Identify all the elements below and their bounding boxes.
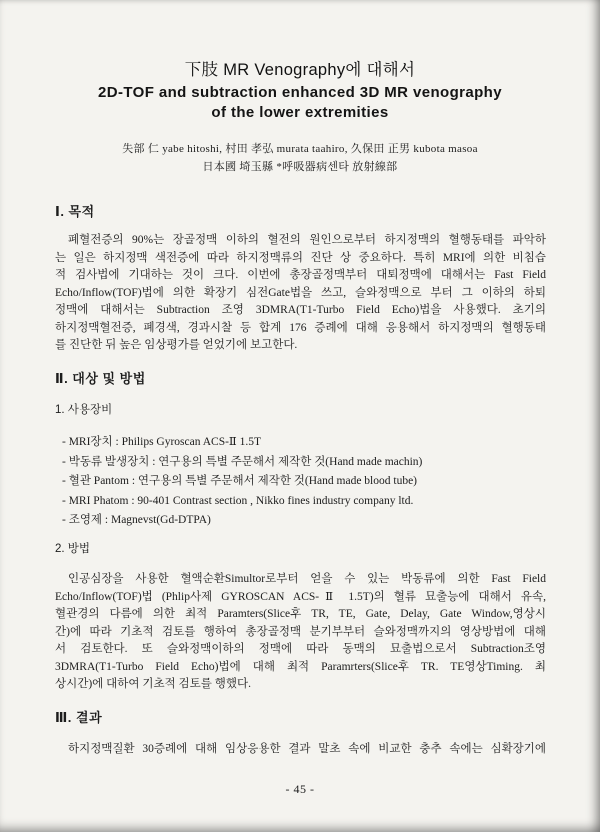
- equipment-item: - 혈관 Pantom : 연구용의 특별 주문해서 제작한 것(Hand made blood tube): [62, 475, 417, 487]
- section-heading-methods: Ⅱ. 대상 및 방법: [55, 371, 146, 386]
- section-heading-purpose: Ⅰ. 목적: [55, 204, 95, 219]
- subheading-method: 2. 방법: [55, 543, 91, 555]
- paragraph-line: 는 일은 하지정맥 색전증에 따라 하지정맥류의 진단 상 중요하다. 특히 MRI에 의한 비침습: [55, 251, 546, 264]
- paragraph-line: 인공심장을 사용한 혈액순환Simultor로부터 얻을 수 있는 박동류에 의한 Fast Field: [68, 573, 546, 585]
- paragraph-line: 3DMRA(T1-Turbo Field Echo)법에 대해 최적 Paramrters(Slice후 TR. TE영상Timing. 최: [55, 660, 546, 673]
- method-paragraph: [55, 571, 546, 694]
- english-title-line-1: 2D-TOF and subtraction enhanced 3D MR venography: [98, 84, 502, 101]
- author-list: 失部 仁 yabe hitoshi, 村田 孝弘 murata taahiro, 久保田 正男 kubota masoa: [122, 143, 478, 155]
- paragraph-line: Echo/Inflow(TOF)법에 의한 확장기 심전Gate법을 쓰고, 슬와정맥으로 부터 그 이하의 하퇴: [55, 286, 546, 299]
- paragraph-line: 하지정맥혈전증, 폐경색, 경과시찰 등 합계 176 증례에 대해 응용해서 하지정맥의 혈행동태: [55, 321, 546, 334]
- paragraph-line: 폐혈전증의 90%는 장골정맥 이하의 혈전의 원인으로부터 하지정맥의 혈행동태를 파악하: [68, 234, 546, 246]
- affiliation: 日本國 埼玉縣 *呼吸器病센타 放射線部: [202, 161, 398, 173]
- page-number: - 45 -: [285, 782, 315, 796]
- paper-title: 下肢 MR Venography에 대해서: [184, 61, 416, 79]
- equipment-item: - MRI Phatom : 90-401 Contrast section , Nikko fines industry company ltd.: [62, 494, 414, 507]
- equipment-item: - MRI장치 : Philips Gyroscan ACS-Ⅱ 1.5T: [62, 436, 262, 448]
- equipment-item: - 조영제 : Magnevst(Gd-DTPA): [62, 514, 211, 526]
- paragraph-line: 간)에 따라 기초적 검토를 행하여 총장골정맥 분기부부터 슬와정맥까지의 영상방법에 대해: [55, 625, 546, 638]
- equipment-list: [62, 433, 546, 531]
- paragraph-line: Echo/Inflow(TOF)법 (Phlip사제 GYROSCAN ACS-Ⅱ 1.5T)의 혈류 묘출능에 대해서 유속,: [55, 590, 546, 603]
- section-heading-results: Ⅲ. 결과: [55, 710, 103, 725]
- equipment-item: - 박동류 발생장치 : 연구용의 특별 주문해서 제작한 것(Hand made machin): [62, 455, 423, 468]
- english-title-line-2: of the lower extremities: [211, 104, 389, 121]
- paragraph-line: 하지정맥질환 30증례에 대해 임상응용한 결과 말초 속에 비교한 충추 속에는 심확장기에: [68, 743, 546, 755]
- purpose-paragraph: [55, 232, 546, 355]
- results-paragraph: [55, 741, 546, 759]
- paragraph-line: 적 검사법에 기대하는 것이 크다. 이번에 총장골정맥부터 대퇴정맥에 대해서는 Fast Field: [55, 269, 546, 281]
- paragraph-line: 를 진단한 뒤 높은 임상평가를 얻었기에 보고한다.: [55, 339, 298, 351]
- paragraph-line: 혈관경의 다름에 의한 최적 Paramters(Slice후 TR, TE, Gate, Delay, Gate Window,영상시: [55, 608, 546, 620]
- subheading-equipment: 1. 사용장비: [55, 404, 113, 416]
- paragraph-line: 서 검토한다. 또 슬와정맥이하의 정맥에 따라 동맥의 묘출법으로서 Subtraction조영: [55, 643, 546, 655]
- paragraph-line: 정맥에 대해서는 Subtraction 조영 3DMRA(T1-Turbo Field Echo)법을 사용했다. 초기의: [55, 304, 546, 316]
- paragraph-line: 상시간)에 대하여 기초적 검토를 행했다.: [55, 678, 251, 690]
